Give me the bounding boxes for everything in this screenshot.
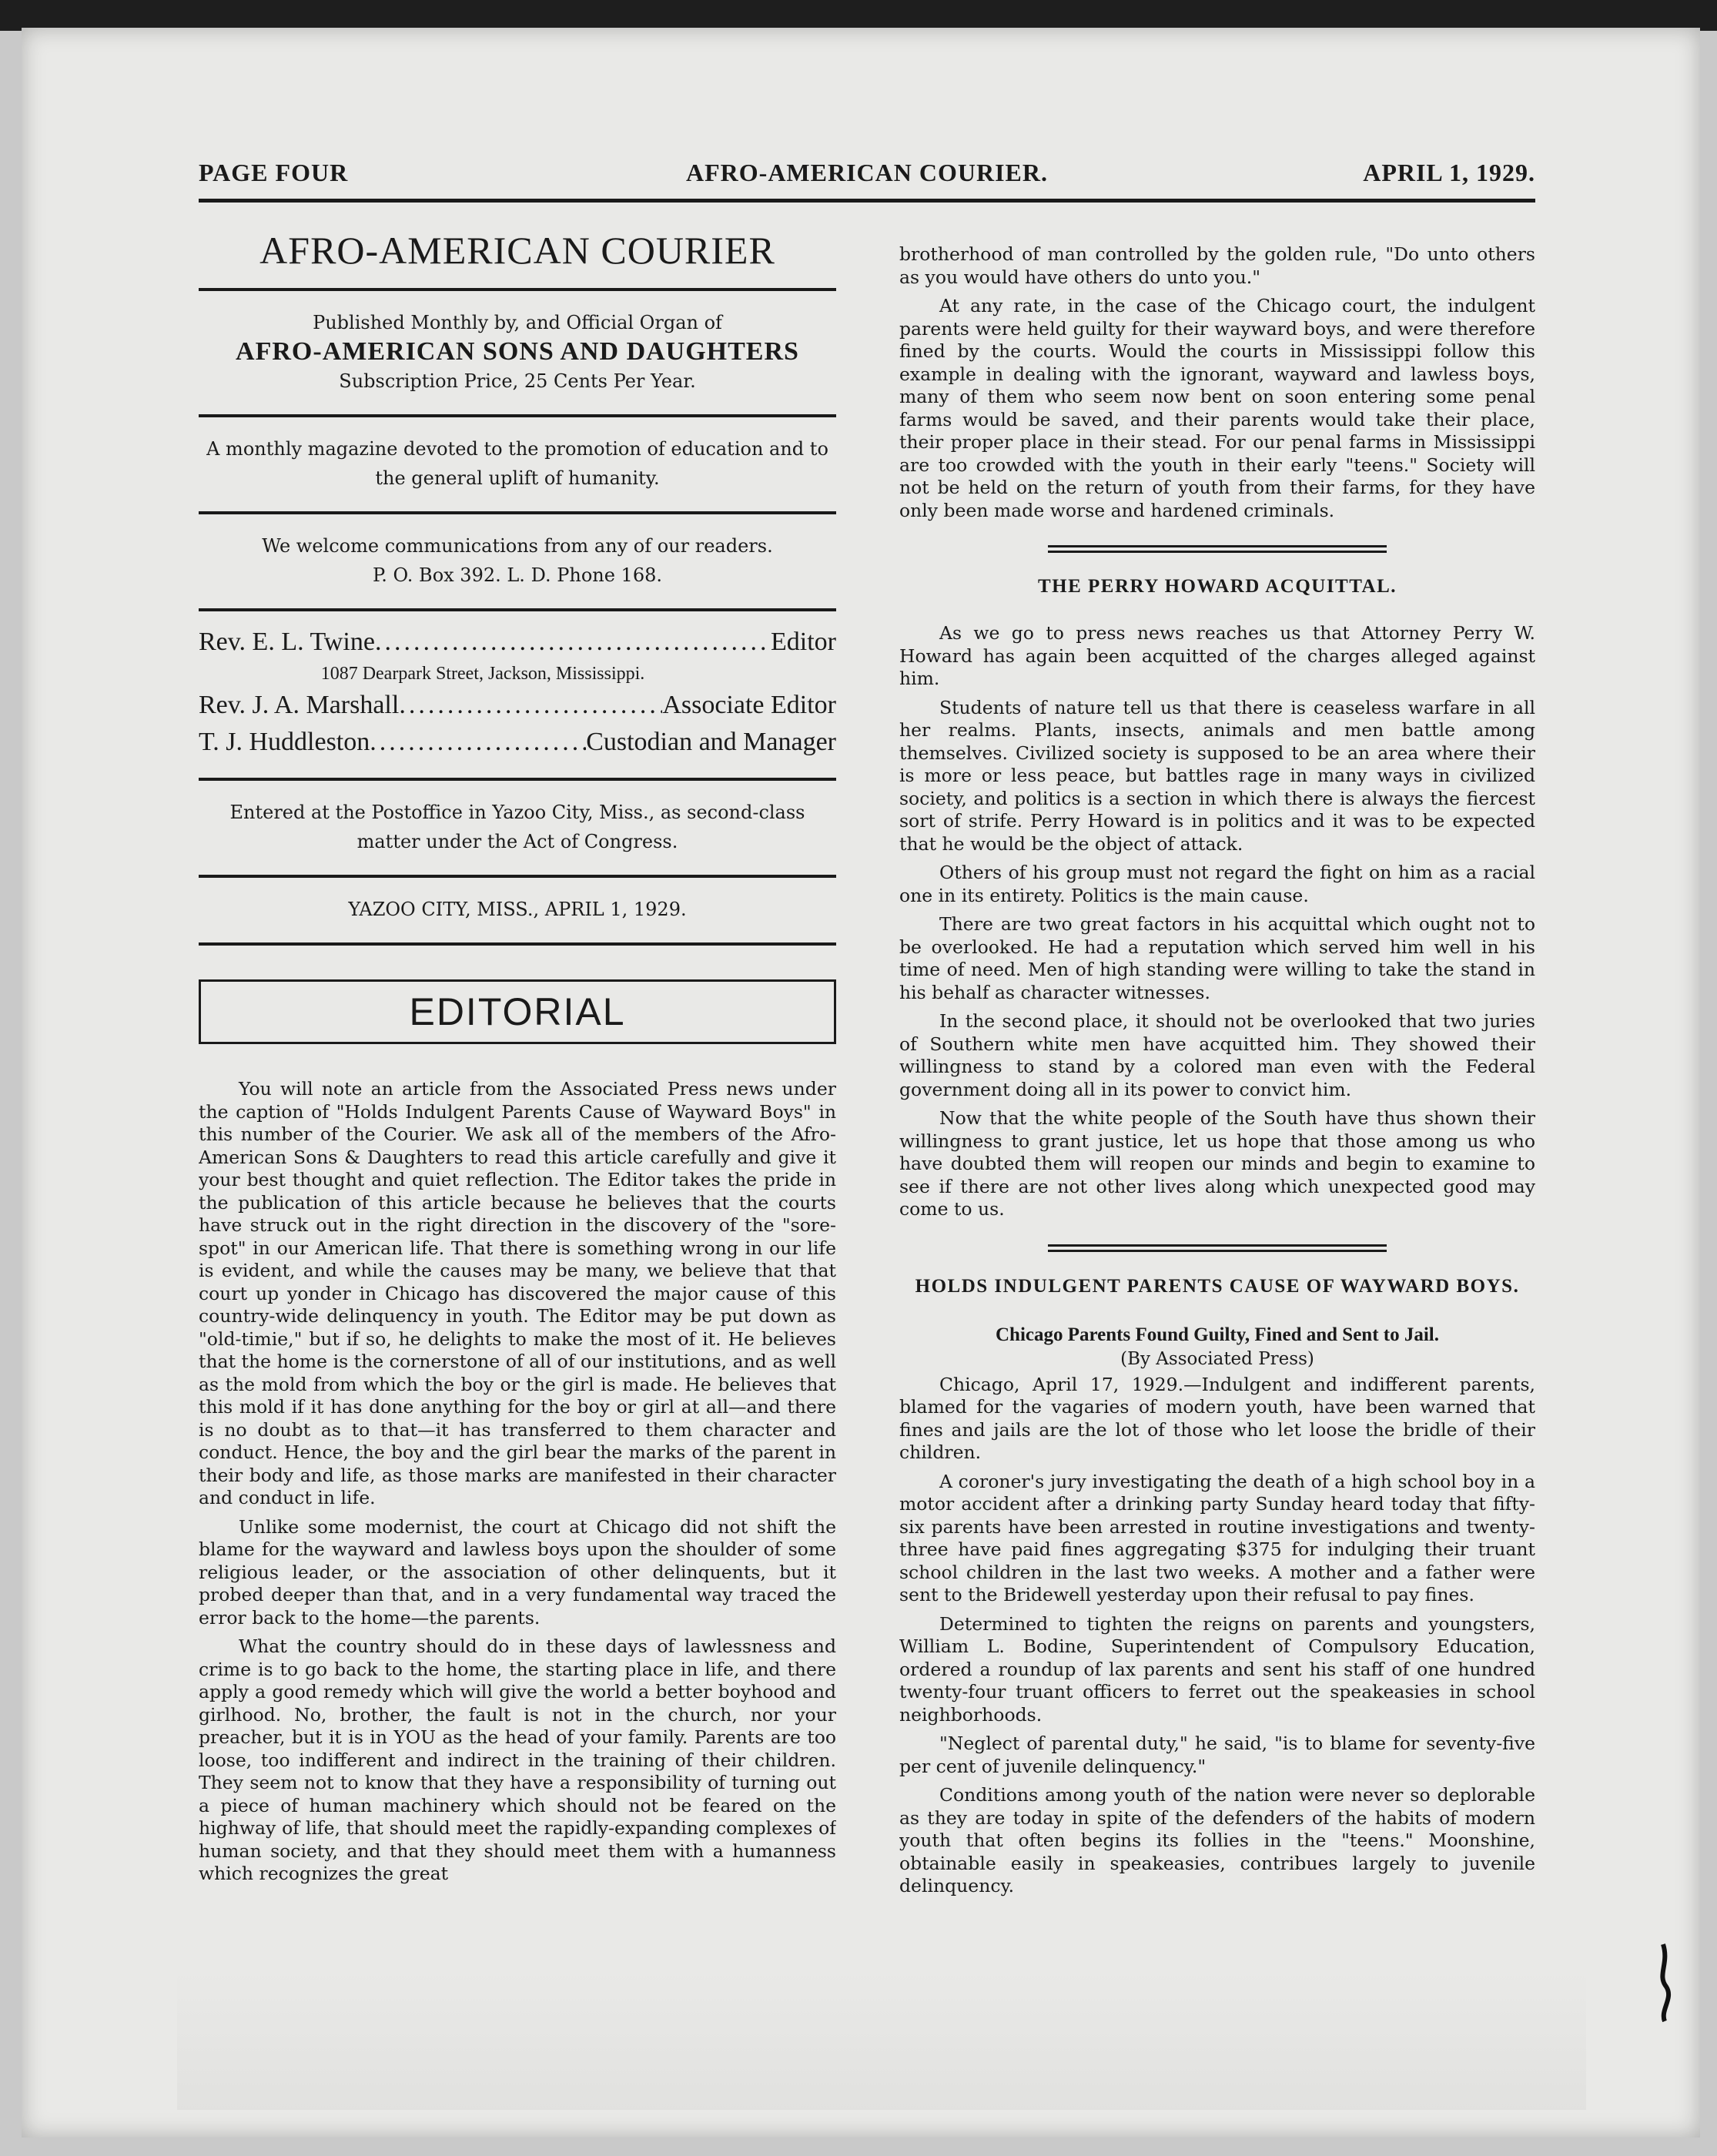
staff-row xyxy=(199,724,836,761)
howard-paragraph: Students of nature tell us that there is ceaseless warfare in all her realms. Plants, insects, animals and men battle among themselves. Civilized society is supposed to be an area where their is more or less peace, but battles rage in many ways in civilized society, and politics is a section in which there is always the fiercest sort of strife. Perry Howard is in politics and it was to be expected that he would be the object of attack. xyxy=(899,696,1535,855)
staff-name: Rev. E. L. Twine xyxy=(199,628,375,656)
editorial-body xyxy=(199,1078,836,1886)
staff-list xyxy=(199,624,836,761)
margin-mark xyxy=(1654,1940,1677,2025)
howard-paragraph: As we go to press news reaches us that Attorney Perry W. Howard has again been acquitted of the charges alleged against him. xyxy=(899,622,1535,689)
editorial-paragraph: Unlike some modernist, the court at Chicago did not shift the blame for the wayward and lawless boys upon the shoulder of some religious leader, or the association of other delinquents, but it probed deeper than that, and in a very fundamental way traced the error back to the home—the parents. xyxy=(199,1515,836,1629)
contact-line: P. O. Box 392. L. D. Phone 168. xyxy=(372,564,662,586)
leader-dots xyxy=(375,624,771,661)
staff-row xyxy=(199,687,836,724)
section-divider xyxy=(1048,1244,1387,1252)
divider xyxy=(199,414,836,417)
divider xyxy=(199,942,836,946)
howard-paragraph: There are two great factors in his acquittal which ought not to be overlooked. He had a reputation which served him well in his time of need. Men of high standing were willing to take the stand in his behalf as character witnesses. xyxy=(899,913,1535,1003)
ap-paragraph: Conditions among youth of the nation were never so deplorable as they are today in spite of the defenders of the habits of modern youth that often begins its follies in the "teens." Moonshine, obtainable easily in speakeasies, contribues largely to juvenile delinquency. xyxy=(899,1784,1535,1897)
howard-heading: THE PERRY HOWARD ACQUITTAL. xyxy=(1037,576,1397,597)
ap-paragraph: "Neglect of parental duty," he said, "is to blame for seventy-five per cent of juvenile delinquency." xyxy=(899,1732,1535,1777)
editorial-paragraph: brotherhood of man controlled by the golden rule, "Do unto others as you would have others do unto you." xyxy=(899,243,1535,288)
editorial-paragraph: At any rate, in the case of the Chicago court, the indulgent parents were held guilty for their wayward boys, and were therefore fined by the courts. Would the courts in Mississippi follow this example in dealing with the ignorant, wayward and lawless boys, many of them who seem now bent on soon entering some penal farms would be saved, and their parents would take their place, their proper place in their stead. For our penal farms in Mississippi are too crowded with the youth in their early "teens." Society will not be held on the return of youth from their farms, for they have only been made worse and hardened criminals. xyxy=(899,295,1535,521)
welcome-line: We welcome communications from any of our readers. xyxy=(262,535,773,557)
contact-block xyxy=(199,531,836,590)
howard-paragraph: Now that the white people of the South have thus shown their willingness to grant justice, let us hope that those among us who have doubted them will reopen our minds and begin to examine to see if there are not other lives along which unexpected good may come to us. xyxy=(899,1107,1535,1220)
divider xyxy=(199,288,836,291)
divider xyxy=(199,608,836,611)
organization-name: AFRO-AMERICAN SONS AND DAUGHTERS xyxy=(236,337,799,366)
editorial-heading: EDITORIAL xyxy=(199,979,836,1044)
running-title: AFRO-AMERICAN COURIER. xyxy=(686,159,1048,186)
editorial-paragraph: You will note an article from the Associated Press news under the caption of "Holds Indulgent Parents Cause of Wayward Boys" in this number of the Courier. We ask all of the members of the Afro-American Sons & Daughters to read this article carefully and give it your best thought and quiet reflection. The Editor takes the pride in the publication of this article because he believes that the courts have struck out in the right direction in the discovery of the "sore-spot" in our American life. That there is something wrong in our life is evident, and while the causes may be many, we believe that that court up yonder in Chicago has discovered the major cause of this country-wide delinquency in youth. The Editor may be put down as "old-timie," but if so, he delights to make the most of it. He believes that the home is the cornerstone of all of our institutions, and as well as the mold from which the boy or the girl is made. He believes that this mold if it has done anything for the boy or girl at all—and there is no doubt as to that—it has transferred to them character and conduct. Hence, the boy and the girl bear the marks of the parent in their body and life, as those marks are manifested in their character and conduct in life. xyxy=(199,1078,836,1508)
section-divider xyxy=(1048,545,1387,553)
howard-body xyxy=(899,622,1535,1221)
staff-name: T. J. Huddleston xyxy=(199,728,370,756)
ap-paragraph: A coroner's jury investigating the death of a high school boy in a motor accident after a drinking party Sunday heard today that fifty-six parents have been arrested in routine investigations and twenty-three have paid fines aggregating $375 for indulging their truant school children in the last two weeks. A mother and a father were sent to the Bridewell yesterday upon their refusal to pay fines. xyxy=(899,1470,1535,1605)
publisher-block xyxy=(199,308,836,396)
staff-role: Custodian and Manager xyxy=(586,728,836,756)
right-column xyxy=(899,243,1535,1968)
dateline: YAZOO CITY, MISS., APRIL 1, 1929. xyxy=(348,899,687,920)
running-header xyxy=(199,159,1535,189)
staff-role: Editor xyxy=(771,628,836,656)
ap-heading: HOLDS INDULGENT PARENTS CAUSE OF WAYWARD BOYS. xyxy=(915,1275,1520,1297)
howard-paragraph: Others of his group must not regard the fight on him as a racial one in its entirety. Politics is the main cause. xyxy=(899,862,1535,906)
header-rule xyxy=(199,199,1535,203)
postal-entry: Entered at the Postoffice in Yazoo City, Miss., as second-class matter under the Act of Congress. xyxy=(229,802,805,852)
editorial-continued xyxy=(899,243,1535,522)
mission-statement: A monthly magazine devoted to the promotion of education and to the general uplift of humanity. xyxy=(206,438,828,489)
ap-body xyxy=(899,1374,1535,1898)
staff-role: Associate Editor xyxy=(662,691,836,719)
leader-dots xyxy=(399,687,662,724)
howard-paragraph: In the second place, it should not be overlooked that two juries of Southern white men have acquitted him. They showed their willingness to stand by a colored man even with the Federal government doing all in its power to convict him. xyxy=(899,1010,1535,1100)
editor-address: 1087 Dearpark Street, Jackson, Mississippi. xyxy=(320,664,645,684)
page-number: PAGE FOUR xyxy=(199,159,349,186)
staff-row xyxy=(199,624,836,661)
masthead-title: AFRO-AMERICAN COURIER xyxy=(259,229,775,272)
scan-top-edge xyxy=(0,0,1717,31)
divider xyxy=(199,778,836,781)
divider xyxy=(199,511,836,514)
staff-name: Rev. J. A. Marshall xyxy=(199,691,400,719)
ap-paragraph: Determined to tighten the reigns on parents and youngsters, William L. Bodine, Superintendent of Compulsory Education, ordered a roundup of lax parents and sent his staff of one hundred twenty-four truant officers to ferret out the speakeasies in school neighborhoods. xyxy=(899,1612,1535,1726)
left-column xyxy=(199,223,836,1971)
subscription-price: Subscription Price, 25 Cents Per Year. xyxy=(339,370,696,392)
ap-subheading: Chicago Parents Found Guilty, Fined and Sent to Jail. xyxy=(995,1324,1439,1345)
published-line: Published Monthly by, and Official Organ of xyxy=(313,312,722,333)
running-date: APRIL 1, 1929. xyxy=(1363,159,1535,186)
ap-byline: (By Associated Press) xyxy=(1120,1348,1314,1369)
page-wear xyxy=(177,1971,1586,2110)
leader-dots xyxy=(370,724,586,761)
divider xyxy=(199,875,836,878)
editorial-paragraph: What the country should do in these days of lawlessness and crime is to go back to the home, the starting place in life, and there apply a good remedy which will give the world a better boyhood and girlhood. No, brother, the fault is not in the church, nor your preacher, but it is in YOU as the head of your family. Parents are too loose, too indifferent and indirect in the training of their children. They seem not to know that they have a responsibility of turning out a piece of human machinery which should not be feared on the highway of life, that should meet the rapidly-expanding complexes of human society, and that they should meet them with a humanness which recognizes the great xyxy=(199,1635,836,1884)
ap-paragraph: Chicago, April 17, 1929.—Indulgent and indifferent parents, blamed for the vagaries of modern youth, have been warned that fines and jails are the lot of those who let loose the bridle of their children. xyxy=(899,1373,1535,1463)
